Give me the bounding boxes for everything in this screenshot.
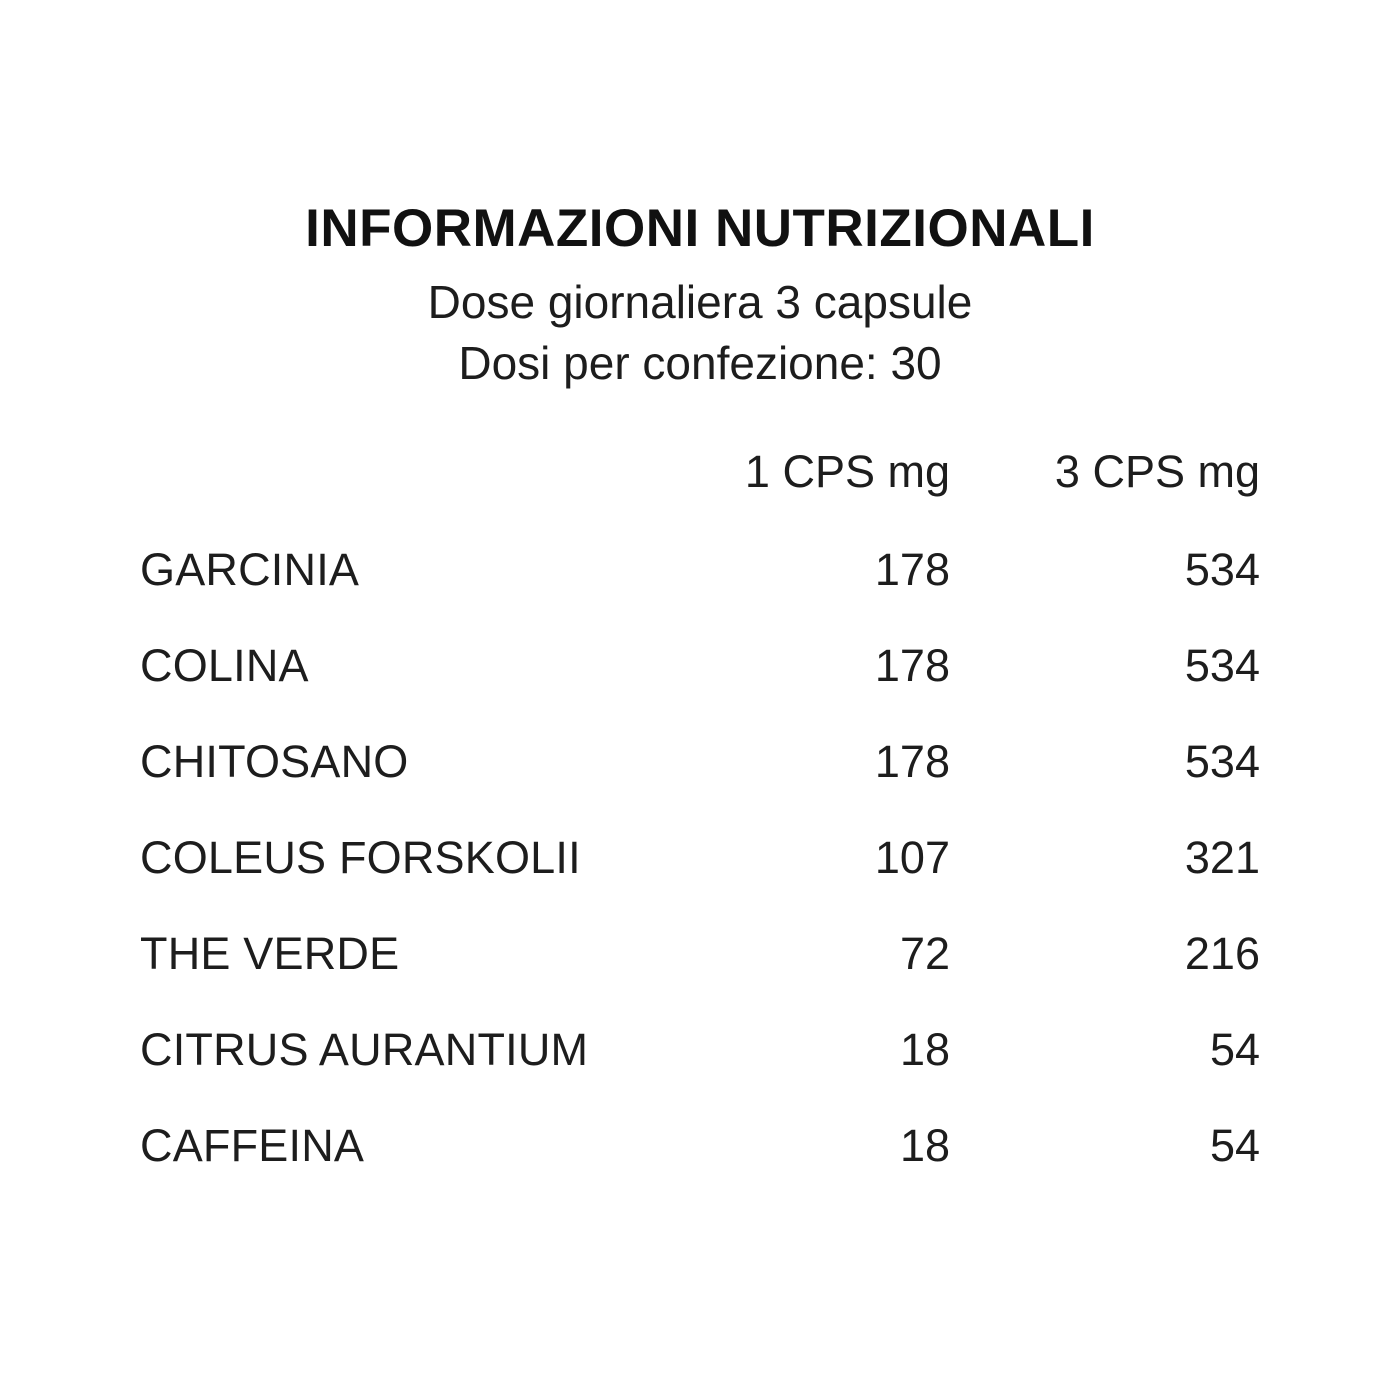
ingredient-value-3cps: 534	[1184, 639, 1260, 691]
ingredient-name: CHITOSANO	[140, 735, 409, 787]
servings-per-container-line: Dosi per confezione: 30	[458, 337, 942, 390]
table-row	[140, 1024, 1260, 1120]
nutrition-table	[140, 446, 1260, 1172]
serving-size-line: Dose giornaliera 3 capsule	[427, 276, 973, 329]
ingredient-value-3cps: 321	[1184, 831, 1260, 883]
ingredient-name: COLEUS FORSKOLII	[140, 831, 581, 883]
table-row	[140, 736, 1260, 832]
ingredient-value-1cps: 18	[899, 1119, 950, 1171]
column-header-ingredient	[140, 446, 700, 544]
table-row	[140, 832, 1260, 928]
ingredient-value-1cps: 178	[874, 543, 950, 595]
page-title: INFORMAZIONI NUTRIZIONALI	[305, 199, 1095, 258]
ingredient-value-3cps: 54	[1209, 1119, 1260, 1171]
column-header-3cps: 3 CPS mg	[1054, 445, 1260, 497]
ingredient-value-1cps: 107	[874, 831, 950, 883]
table-header-row	[140, 446, 1260, 544]
ingredient-value-1cps: 18	[899, 1023, 950, 1075]
ingredient-value-3cps: 54	[1209, 1023, 1260, 1075]
table-row	[140, 1120, 1260, 1172]
ingredient-name: COLINA	[140, 639, 309, 691]
ingredient-name: CAFFEINA	[140, 1119, 365, 1171]
ingredient-value-1cps: 178	[874, 735, 950, 787]
column-header-1cps: 1 CPS mg	[744, 445, 950, 497]
ingredient-value-1cps: 178	[874, 639, 950, 691]
table-row	[140, 640, 1260, 736]
ingredient-name: THE VERDE	[140, 927, 400, 979]
table-row	[140, 544, 1260, 640]
table-row	[140, 928, 1260, 1024]
ingredient-value-1cps: 72	[899, 927, 950, 979]
ingredient-name: GARCINIA	[140, 543, 360, 595]
ingredient-value-3cps: 216	[1184, 927, 1260, 979]
ingredient-name: CITRUS AURANTIUM	[140, 1023, 589, 1075]
ingredient-value-3cps: 534	[1184, 543, 1260, 595]
ingredient-value-3cps: 534	[1184, 735, 1260, 787]
